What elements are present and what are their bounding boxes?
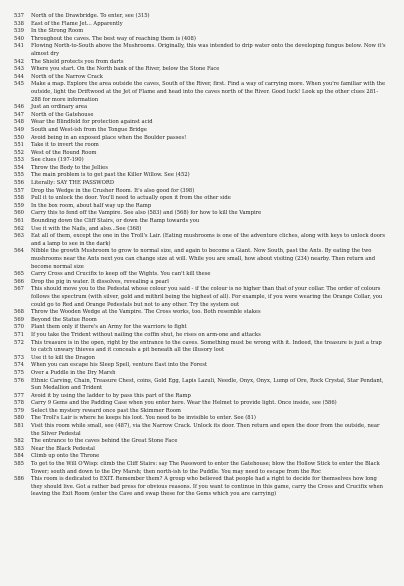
clue-entry [14, 104, 388, 112]
clue-number: 554 [14, 164, 24, 171]
clue-entry [14, 157, 388, 165]
clue-entry [14, 180, 388, 188]
clue-number: 570 [14, 324, 24, 331]
clue-text: Flowing North-to-South above the Mushrooms. Originally, this was intended to drip water onto the developing fungus below. Now it's almost dry [31, 43, 386, 57]
clue-text: Avoid it by using the ladder to by pass this part of the Ramp [31, 392, 191, 399]
clue-number: 572 [14, 339, 24, 346]
clue-text: To get to the Will O'Wisp: climb the Cliff Stairs: say The Password to enter the Gatehouse; blow the Hollow Stick to enter the Black Tower; south and down to the Dry Marsh; then north-ish to the Puddle. You may need to escape from the Roc [31, 461, 380, 475]
clue-number: 553 [14, 157, 24, 164]
clue-number: 548 [14, 119, 24, 126]
clue-number: 568 [14, 309, 24, 316]
clue-entry [14, 59, 388, 67]
clue-text: Over a Puddle in the Dry Marsh [31, 369, 116, 376]
clue-entry [14, 446, 388, 454]
clue-entry [14, 188, 388, 196]
clue-number: 540 [14, 35, 24, 42]
clue-entry [14, 172, 388, 180]
clue-text: Ethnic Carving, Chain, Treasure Chest, coins, Gold Egg, Lapis Lazuli, Needle, Onyx, Onyx, Lump of Ore, Rock Crystal, Star Pendant, Sun Medallion and Trident [31, 377, 384, 392]
clue-number: 577 [14, 392, 24, 399]
clue-text: West of the Round Room [31, 149, 97, 156]
clue-text: Throw the Body to the Jellies [31, 164, 108, 171]
clue-entry [14, 279, 388, 287]
clue-entry [14, 233, 388, 248]
clue-entry [14, 309, 388, 317]
clue-text: The main problem is to get past the Killer Willow. See (452) [31, 172, 190, 179]
clue-text: North of the Narrow Crack [31, 73, 103, 80]
clue-entry [14, 286, 388, 309]
clue-number: 561 [14, 218, 24, 225]
clue-entry [14, 112, 388, 120]
clue-text: Drop the pig in water. It dissolves, revealing a pearl [31, 278, 169, 285]
clue-number: 567 [14, 286, 24, 293]
clue-number: 545 [14, 81, 24, 88]
clue-text: Literally: SAY THE PASSWORD [31, 180, 115, 187]
clue-number: 558 [14, 195, 24, 202]
clue-entry [14, 362, 388, 370]
clue-number: 571 [14, 331, 24, 338]
clue-text: Plant them only if there's an Army for the warriors to fight [31, 324, 187, 331]
clue-entry [14, 461, 388, 476]
clue-number: 555 [14, 172, 24, 179]
clue-entry [14, 43, 388, 58]
clue-text: Near the Black Pedestal [31, 445, 95, 452]
clue-text: Use it to kill the Dragon [31, 354, 95, 361]
clue-number: 562 [14, 225, 24, 232]
clue-number: 543 [14, 66, 24, 73]
clue-text: Carry 9 Gems and the Padding Case when you enter here. Wear the Helmet to provide light. Once inside, see (586) [31, 400, 337, 407]
clue-number: 569 [14, 316, 24, 323]
clue-text: The Shield protects you from darts [31, 58, 124, 65]
clue-text: Take it to invert the room [31, 142, 99, 149]
clue-text: Throughout the caves. The best way of reaching them is (408) [31, 35, 196, 42]
clue-text: In the Strong Room [31, 28, 84, 35]
clue-text: East of the Flame Jet... Apparently [31, 20, 123, 27]
clue-entry [14, 317, 388, 325]
clue-entry [14, 13, 388, 21]
clue-text: North of the Drawbridge. To enter, see (315) [31, 13, 150, 19]
clue-text: This room is dedicated to EXIT. Remember them? A group who believed that people had a right to decide for themselves how long they should live. Got a rather bad press for obvious reasons. If you want to continue in this game, carry the Cross and Crucifix when leaving the Exit Room (enter the Cave and swap these for the Gems which you are carrying) [31, 476, 384, 498]
clue-entry [14, 324, 388, 332]
clue-text: See clues (197-190) [31, 157, 84, 164]
clue-number: 542 [14, 58, 24, 65]
clue-text: Select the mystery reward once past the Skimmer Room [31, 407, 181, 414]
clue-text: Climb up onto the Throne [31, 453, 100, 460]
clue-entry [14, 370, 388, 378]
clue-entry [14, 218, 388, 226]
clue-text: Beyond the Statue Room [31, 316, 97, 323]
clue-number: 549 [14, 126, 24, 133]
clue-number: 563 [14, 233, 24, 240]
clue-entry [14, 453, 388, 461]
clue-number: 586 [14, 476, 24, 483]
clue-number: 573 [14, 354, 24, 361]
clue-entry [14, 142, 388, 150]
clue-entry [14, 210, 388, 218]
clue-entry [14, 438, 388, 446]
clue-number: 584 [14, 453, 24, 460]
clue-text: Carry this to fend off the Vampire. See also (583) and (568) for how to kill the Vampire [31, 210, 262, 217]
clue-number: 574 [14, 362, 24, 369]
clue-number: 550 [14, 134, 24, 141]
clue-number: 564 [14, 248, 24, 255]
clue-text: Pull it to unlock the door. You'll need to actually open it from the other side [31, 195, 231, 202]
clue-text: Bounding down the Cliff Stairs, or down the Ramp towards you [31, 218, 200, 225]
clue-text: Drop the Wedge in the Crusher Room. It's also good for (398) [31, 187, 195, 194]
clue-number: 546 [14, 104, 24, 111]
clue-text: If you take the Trident without nailing the coffin shut, he rises on arm-one and attacks [31, 331, 261, 338]
clue-number: 581 [14, 423, 24, 430]
clue-entry [14, 400, 388, 408]
clue-text: Make a map. Explore the area outside the caves, South of the River, first. Find a way of carrying more. When you're familiar with the outside, light the Driftwood at the Jet of Flame and head into the caves north of the River. Good luck! Look up the other clues 281-288 for more information [31, 81, 386, 103]
clue-number: 559 [14, 202, 24, 209]
clue-number: 576 [14, 377, 24, 384]
clue-entry [14, 127, 388, 135]
clue-text: Use it with the Nails, and also...See (368) [31, 225, 142, 232]
clue-text: Avoid being in an exposed place when the Boulder passes! [31, 134, 187, 141]
clue-number: 578 [14, 400, 24, 407]
clue-text: Just an ordinary area [31, 104, 88, 111]
clue-text: North of the Gatehouse [31, 111, 94, 118]
clue-entry [14, 28, 388, 36]
clue-entry [14, 248, 388, 271]
clue-entry [14, 66, 388, 74]
clue-entry [14, 355, 388, 363]
clue-entry [14, 476, 388, 499]
clue-text: The Troll's Lair is where he keeps his loot. You need to be invisible to enter. See (81) [31, 415, 256, 422]
clue-entry [14, 340, 388, 355]
clue-number: 583 [14, 445, 24, 452]
clue-number: 580 [14, 415, 24, 422]
clue-entry [14, 81, 388, 104]
clue-text: South and West-ish from the Tongue Bridge [31, 126, 147, 133]
clue-number: 556 [14, 180, 24, 187]
clue-number: 552 [14, 149, 24, 156]
clue-entry [14, 74, 388, 82]
clue-number: 537 [14, 13, 24, 19]
clue-text: In the box room, about half way up the Ramp [31, 202, 152, 209]
clue-number: 538 [14, 20, 24, 27]
clue-entry [14, 36, 388, 44]
clue-text: This should move you to the Pedestal whose colour you said - if the colour is no higher than that of your collar. The order of colours follows the spectrum (with silver, gold and mithril being the highest of all). For example, if you were wearing the Orange Collar, you could go to Red and Orange Pedestals but not to any other. Try the system out [31, 286, 383, 308]
clue-number: 566 [14, 278, 24, 285]
clue-number: 557 [14, 187, 24, 194]
clue-number: 544 [14, 73, 24, 80]
clue-text: Throw the Wooden Wedge at the Vampire. The Cross works, too. Both resemble stakes [31, 309, 261, 316]
clue-entry [14, 195, 388, 203]
clue-text: Carry Cross and Crucifix to keep off the Wights. You can't kill these [31, 271, 211, 278]
clue-number: 585 [14, 461, 24, 468]
clue-number: 575 [14, 369, 24, 376]
clue-entry [14, 119, 388, 127]
clue-entry [14, 423, 388, 438]
clue-text: Where you start. On the North bank of the River, below the Stone Face [31, 66, 220, 73]
clue-number: 579 [14, 407, 24, 414]
clue-number: 560 [14, 210, 24, 217]
clue-entry [14, 135, 388, 143]
clue-text: Wear the Blindfold for protection against acid [31, 119, 153, 126]
clue-entry [14, 332, 388, 340]
clue-entry [14, 271, 388, 279]
clue-number: 582 [14, 438, 24, 445]
clue-number: 565 [14, 271, 24, 278]
clue-number: 547 [14, 111, 24, 118]
clue-number: 541 [14, 43, 24, 50]
clue-text: Nibble the growth Mushroom to grow to normal size, and again to become a Giant. Now South, past the Ants. By eating the two mushrooms near the Ants next you can change size at will. While you are small, how about visiting (234) nearby. Then return and become normal size [31, 248, 376, 270]
clue-number: 551 [14, 142, 24, 149]
clue-text: Eat all of them, except the one in the Troll's Lair. (Eating mushrooms is one of the adventure cliches, along with keys to unlock doors and a lamp to see in the dark) [31, 233, 386, 247]
clue-entry [14, 378, 388, 393]
clue-text: This treasure is in the open, right by the entrance to the caves. Something must be wrong with it. Indeed, the treasure is just a trap to catch unwary thieves and it conceals a pit beneath all the illusory loot [31, 339, 382, 354]
clue-number: 539 [14, 28, 24, 35]
clue-text: Visit this room while small, see (487), via the Narrow Crack. Unlock its door. Then return and open the door from the outside, near the Silver Pedestal [31, 423, 380, 437]
clue-text: The entrance to the caves behind the Great Stone Face [31, 438, 178, 445]
clue-text: When you can escape his Sleep Spell, venture East into the Forest [31, 362, 208, 369]
clue-list [14, 13, 388, 499]
clue-entry [14, 21, 388, 29]
clue-entry [14, 415, 388, 423]
